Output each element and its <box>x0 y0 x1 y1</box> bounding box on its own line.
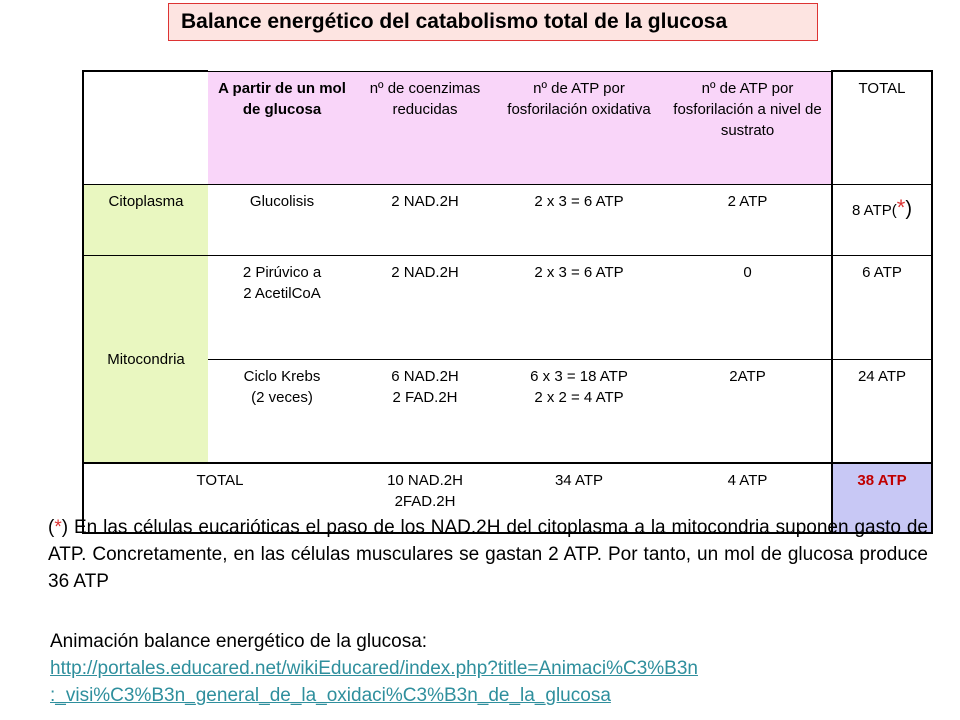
process-line: (2 veces) <box>251 389 313 406</box>
table-row <box>83 185 932 256</box>
substrate-cell: 2 ATP <box>664 185 832 256</box>
header-oxidative-atp: nº de ATP por fosforilación oxidativa <box>494 71 664 185</box>
total-close: ) <box>905 198 912 220</box>
footnote-star: * <box>896 195 906 220</box>
total-cell <box>832 185 932 256</box>
footnote <box>48 514 928 595</box>
coenzymes-cell <box>356 360 494 464</box>
coenzymes-cell: 2 NAD.2H <box>356 256 494 360</box>
header-total: TOTAL <box>832 71 932 185</box>
animation-link[interactable] <box>50 655 698 709</box>
process-line: 2 Pirúvico a <box>242 264 322 281</box>
process-piruvico <box>208 256 356 360</box>
table-row <box>83 256 932 360</box>
header-empty-cell <box>83 71 208 185</box>
process-line: 2 AcetilCoA <box>243 285 321 302</box>
process-line: Ciclo Krebs <box>243 368 321 385</box>
substrate-cell: 2ATP <box>664 360 832 464</box>
process-glucolisis: Glucolisis <box>208 185 356 256</box>
header-origin: A partir de un mol de glucosa <box>208 71 356 185</box>
oxidative-line: 2 x 2 = 4 ATP <box>534 389 624 406</box>
animation-section <box>50 628 698 709</box>
coenzyme-line: 6 NAD.2H <box>391 368 459 385</box>
oxidative-cell: 2 x 3 = 6 ATP <box>494 185 664 256</box>
header-coenzymes: nº de coenzimas reducidas <box>356 71 494 185</box>
footnote-star: * <box>54 517 62 538</box>
slide-title: Balance energético del catabolismo total de la glucosa <box>168 3 818 41</box>
coenzymes-cell: 2 NAD.2H <box>356 185 494 256</box>
substrate-cell: 0 <box>664 256 832 360</box>
footnote-text: ) En las células eucarióticas el paso de los NAD.2H del citoplasma a la mitocondria suponen gasto de ATP. Concretamente, en las células musculares se gastan 2 ATP. Por tanto, un mol de glucosa produce 36 ATP <box>48 517 928 592</box>
substrate-total: 4 ATP <box>664 463 832 533</box>
coenzyme-line: 2FAD.2H <box>394 493 456 510</box>
oxidative-cell <box>494 360 664 464</box>
total-value: 8 ATP( <box>852 202 897 219</box>
energy-balance-table <box>82 70 933 534</box>
location-mitocondria: Mitocondria <box>83 256 208 464</box>
process-krebs <box>208 360 356 464</box>
animation-label: Animación balance energético de la glucosa: <box>50 631 428 652</box>
coenzyme-line: 2 FAD.2H <box>392 389 458 406</box>
location-citoplasma: Citoplasma <box>83 185 208 256</box>
total-cell: 6 ATP <box>832 256 932 360</box>
total-cell: 24 ATP <box>832 360 932 464</box>
footnote-open: ( <box>48 517 55 538</box>
table-row <box>83 360 932 464</box>
header-substrate-atp: nº de ATP por fosforilación a nivel de sustrato <box>664 71 832 185</box>
oxidative-total: 34 ATP <box>494 463 664 533</box>
oxidative-cell: 2 x 3 = 6 ATP <box>494 256 664 360</box>
coenzyme-line: 10 NAD.2H <box>387 472 463 489</box>
total-label: TOTAL <box>83 463 356 533</box>
table-header-row <box>83 71 932 185</box>
link-line: :_visi%C3%B3n_general_de_la_oxidaci%C3%B3n_de_la_glucosa <box>50 685 611 706</box>
oxidative-line: 6 x 3 = 18 ATP <box>530 368 628 385</box>
link-line: http://portales.educared.net/wikiEducared/index.php?title=Animaci%C3%B3n <box>50 658 698 679</box>
grand-total: 38 ATP <box>832 463 932 533</box>
